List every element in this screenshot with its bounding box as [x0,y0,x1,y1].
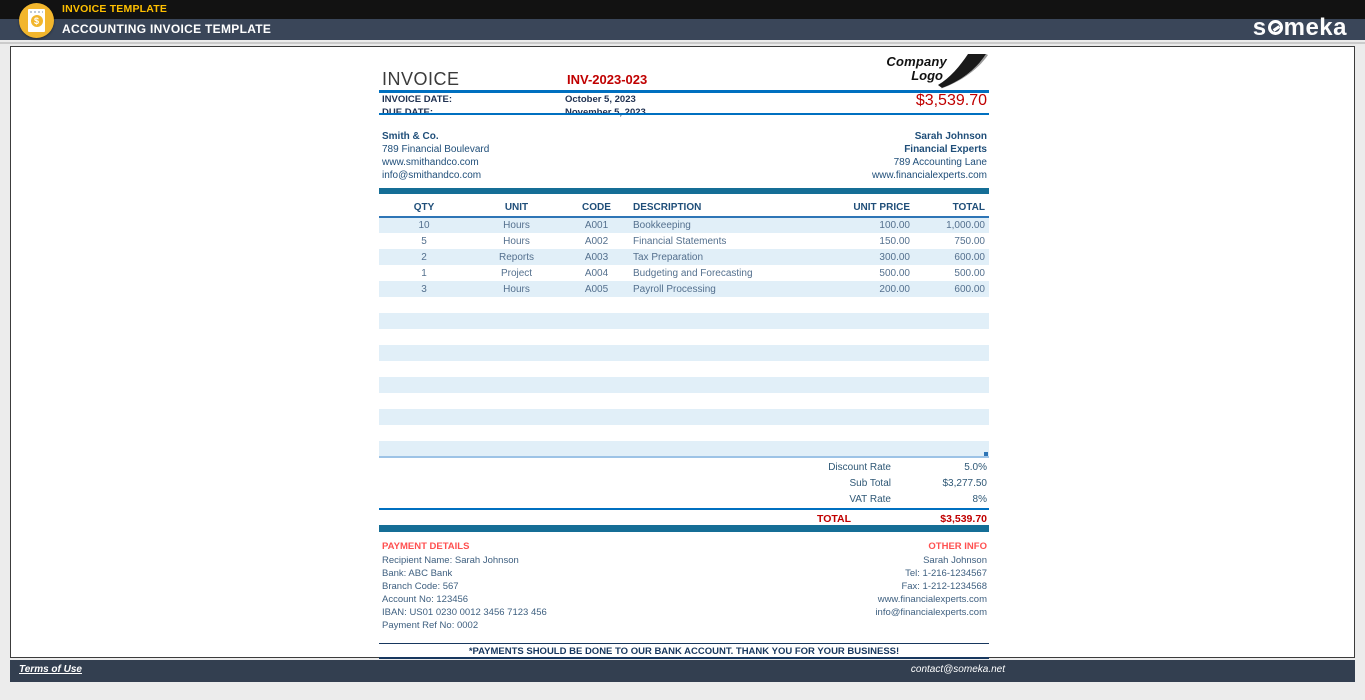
totals-row-label: VAT Rate [849,494,891,505]
table-row-empty [379,393,989,409]
cell-description[interactable] [629,441,844,457]
cell-total[interactable] [914,297,989,313]
company-name-lines [872,130,987,156]
cell-unit[interactable]: Hours [503,283,530,295]
cell-code[interactable] [564,409,629,425]
cell-description[interactable] [629,409,844,425]
invoice-document [379,47,989,659]
cell-total[interactable]: 500.00 [954,267,985,279]
payment-detail-line: Bank: ABC Bank [382,568,453,579]
app-header [0,0,1365,40]
cell-code[interactable] [564,441,629,457]
col-header-qty: QTY [379,201,469,217]
invoice-date-value[interactable]: October 5, 2023 [565,94,636,105]
payment-details-lines [382,554,547,632]
company-address-line: 789 Accounting Lane [893,157,987,168]
company-address-line: www.financialexperts.com [871,170,987,181]
app-title: ACCOUNTING INVOICE TEMPLATE [62,22,272,36]
bill-to-line: 789 Financial Boulevard [382,144,490,155]
cell-unit-price[interactable] [844,393,914,409]
cell-unit-price[interactable] [844,345,914,361]
title-divider [379,90,989,93]
cell-unit-price[interactable]: 200.00 [879,283,910,295]
table-row [379,217,989,233]
grand-total-value: $3,539.70 [940,513,987,525]
cell-qty[interactable] [379,313,469,329]
payment-detail-line: Branch Code: 567 [382,581,459,592]
company-address-lines [872,156,987,182]
col-header-total: TOTAL [914,201,989,217]
table-row [379,249,989,265]
cell-qty[interactable] [379,409,469,425]
cell-description[interactable]: Financial Statements [633,235,727,247]
logo-text-line2: Logo [911,68,943,83]
table-row-empty [379,345,989,361]
cell-code[interactable]: A001 [584,220,609,231]
cell-unit-price[interactable] [844,297,914,313]
cell-unit[interactable] [469,329,564,345]
col-header-unit: UNIT [469,201,564,217]
totals-row [379,492,989,508]
cell-qty[interactable] [379,329,469,345]
cell-unit[interactable] [469,393,564,409]
cell-unit-price[interactable] [844,441,914,457]
cell-unit-price[interactable]: 300.00 [879,251,910,263]
cell-code[interactable] [564,313,629,329]
payment-note: *PAYMENTS SHOULD BE DONE TO OUR BANK ACCOUNT. THANK YOU FOR YOUR BUSINESS! [468,646,900,657]
cell-description[interactable]: Budgeting and Forecasting [633,267,753,279]
cell-total[interactable]: 600.00 [954,251,985,263]
cell-unit[interactable]: Reports [498,251,534,263]
col-header-description: DESCRIPTION [629,201,844,217]
company-logo [864,52,989,90]
cell-total[interactable] [914,329,989,345]
cell-unit[interactable] [469,361,564,377]
cell-qty[interactable]: 2 [421,251,427,263]
cell-unit[interactable] [469,377,564,393]
app-header-top-strip [0,0,1365,19]
other-info-line: Fax: 1-212-1234568 [901,581,987,592]
cell-unit-price[interactable] [844,409,914,425]
dollar-icon: $ [31,15,43,27]
table-row-empty [379,377,989,393]
terms-of-use-link[interactable]: Terms of Use [19,664,82,675]
cell-code[interactable] [564,297,629,313]
bill-to-line: info@smithandco.com [382,170,482,181]
cell-description[interactable] [629,313,844,329]
cell-code[interactable] [564,393,629,409]
cell-unit[interactable] [469,297,564,313]
brand-text-prefix: s [1252,14,1267,41]
cell-unit-price[interactable]: 150.00 [879,235,910,247]
cell-qty[interactable] [379,345,469,361]
receipt-glyph [28,9,45,32]
bill-to-line: www.smithandco.com [382,157,479,168]
total-divider [379,508,989,510]
cell-code[interactable]: A002 [584,235,609,247]
cell-qty[interactable] [379,377,469,393]
cell-total[interactable] [914,361,989,377]
cell-unit[interactable] [469,313,564,329]
table-corner-handle[interactable] [984,452,988,456]
totals-section [379,460,989,508]
table-row-empty [379,313,989,329]
cell-unit[interactable] [469,441,564,457]
cell-total[interactable] [914,377,989,393]
cell-description[interactable] [629,393,844,409]
cell-description[interactable] [629,345,844,361]
header-separator [0,42,1365,44]
col-header-unit-price: UNIT PRICE [844,201,914,217]
cell-description[interactable] [629,329,844,345]
brand-text-suffix: meka [1283,14,1347,41]
dates-divider [379,113,989,115]
cell-code[interactable] [564,377,629,393]
cell-total[interactable]: 1,000.00 [946,220,985,231]
invoice-receipt-icon [19,3,54,38]
logo-text-line1: Company [886,54,947,69]
cell-description[interactable]: Payroll Processing [633,283,716,295]
payment-details-title: PAYMENT DETAILS [382,541,470,552]
table-row [379,233,989,249]
cell-description[interactable] [629,377,844,393]
table-row [379,281,989,297]
cell-code[interactable]: A003 [584,251,609,263]
totals-row-label: Discount Rate [828,462,891,473]
worksheet-panel [10,46,1355,658]
other-info-line: Tel: 1-216-1234567 [905,568,987,579]
totals-row [379,476,989,492]
cell-code[interactable] [564,329,629,345]
cell-unit[interactable] [469,425,564,441]
brand-o-icon [1268,20,1283,35]
payment-detail-line: Recipient Name: Sarah Johnson [382,555,519,566]
company-name-line: Sarah Johnson [914,131,987,142]
cell-unit-price[interactable] [844,377,914,393]
cell-total[interactable] [914,313,989,329]
other-info-line: www.financialexperts.com [877,594,987,605]
payment-detail-line: Account No: 123456 [382,594,469,605]
cell-total[interactable] [914,441,989,457]
cell-total[interactable]: 750.00 [954,235,985,247]
other-info-line: info@financialexperts.com [875,607,987,618]
cell-qty[interactable] [379,425,469,441]
note-divider-top [379,643,989,644]
cell-total[interactable] [914,393,989,409]
cell-description[interactable]: Bookkeeping [633,220,691,231]
cell-description[interactable]: Tax Preparation [633,251,704,263]
cell-description[interactable] [629,297,844,313]
table-row-empty [379,297,989,313]
table-row-empty [379,409,989,425]
cell-qty[interactable]: 3 [421,283,427,295]
table-row [379,265,989,281]
cell-total[interactable] [914,425,989,441]
cell-code[interactable] [564,361,629,377]
amount-due: $3,539.70 [915,92,987,109]
payment-detail-line: IBAN: US01 0230 0012 3456 7123 456 [382,607,547,618]
cell-code[interactable]: A004 [584,267,609,279]
totals-row [379,460,989,476]
other-info-line: Sarah Johnson [923,555,987,566]
cell-qty[interactable]: 10 [418,220,430,231]
totals-row-value[interactable]: $3,277.50 [942,478,987,489]
cell-code[interactable]: A005 [584,283,609,295]
cell-code[interactable] [564,345,629,361]
cell-description[interactable] [629,425,844,441]
cell-qty[interactable]: 1 [421,267,427,279]
cell-unit-price[interactable] [844,329,914,345]
table-header-row [379,201,989,217]
cell-qty[interactable] [379,441,469,457]
cell-description[interactable] [629,361,844,377]
contact-email-link[interactable]: contact@someka.net [910,664,1005,675]
table-row-empty [379,329,989,345]
cell-code[interactable] [564,425,629,441]
template-category-label: INVOICE TEMPLATE [62,3,168,15]
other-info-lines [875,554,987,619]
table-row-empty [379,361,989,377]
bill-to-name: Smith & Co. [382,131,439,142]
cell-total[interactable] [914,345,989,361]
cell-qty[interactable] [379,297,469,313]
app-footer [10,660,1355,682]
cell-unit[interactable]: Hours [503,235,530,247]
totals-bottom-bar [379,525,989,532]
bill-to-lines [382,143,489,182]
table-top-bar [379,188,989,194]
col-header-code: CODE [564,201,629,217]
cell-unit-price[interactable] [844,425,914,441]
cell-unit[interactable] [469,345,564,361]
bill-to-block [382,130,489,182]
cell-qty[interactable]: 5 [421,235,427,247]
cell-unit[interactable] [469,409,564,425]
note-divider-bottom [379,657,989,659]
company-name-line: Financial Experts [904,144,987,155]
cell-total[interactable]: 600.00 [954,283,985,295]
other-info-title: OTHER INFO [928,541,987,552]
cell-unit[interactable]: Project [500,267,533,279]
cell-unit-price[interactable] [844,313,914,329]
invoice-title: INVOICE [382,69,460,89]
cell-qty[interactable] [379,361,469,377]
totals-row-value[interactable]: 5.0% [964,462,987,473]
invoice-number[interactable]: INV-2023-023 [567,72,648,87]
cell-qty[interactable] [379,393,469,409]
cell-total[interactable] [914,409,989,425]
line-items-table [379,201,989,458]
grand-total-label: TOTAL [816,513,852,525]
table-row-empty [379,425,989,441]
cell-unit[interactable]: Hours [503,220,530,231]
table-row-empty [379,441,989,457]
totals-row-value[interactable]: 8% [972,494,987,505]
cell-unit-price[interactable]: 100.00 [879,220,910,231]
someka-logo [1253,14,1347,42]
totals-row-label: Sub Total [849,478,891,489]
cell-unit-price[interactable]: 500.00 [879,267,910,279]
payment-detail-line: Payment Ref No: 0002 [382,620,479,631]
cell-unit-price[interactable] [844,361,914,377]
company-info-block [872,130,987,182]
invoice-date-label: INVOICE DATE: [382,94,453,105]
